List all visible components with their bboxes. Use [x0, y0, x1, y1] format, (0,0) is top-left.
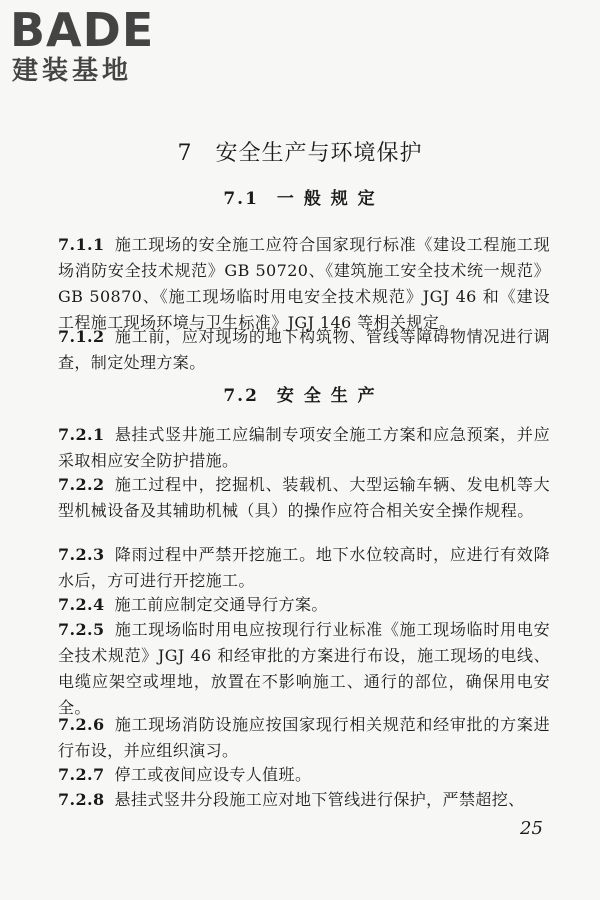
clause-number: 7.1.1	[58, 235, 105, 254]
clause-7-1-1	[58, 232, 550, 336]
clause-7-2-1	[58, 422, 550, 474]
clause-number: 7.2.7	[58, 765, 105, 784]
logo-subtitle: 建装基地	[12, 56, 133, 86]
chapter-title: 7 安全生产与环境保护	[177, 141, 423, 166]
clause-7-2-8	[58, 787, 550, 813]
logo-wordmark: BADE	[10, 3, 155, 57]
clause-number: 7.2.1	[58, 425, 105, 444]
page-number: 25	[520, 818, 543, 839]
clause-number: 7.1.2	[58, 327, 105, 346]
clause-text: 施工前，应对现场的地下构筑物、管线等障碍物情况进行调查，制定处理方案。	[58, 327, 550, 372]
clause-number: 7.2.6	[58, 715, 105, 734]
clause-text: 施工过程中，挖掘机、装载机、大型运输车辆、发电机等大型机械设备及其辅助机械（具）的操作应符合相关安全操作规程。	[58, 475, 550, 520]
clause-7-2-2	[58, 472, 550, 524]
section-title-text: 安 全 生 产	[276, 386, 377, 406]
clause-text: 悬挂式竖井分段施工应对地下管线进行保护，严禁超挖、	[114, 790, 525, 809]
clause-7-1-2	[58, 324, 550, 376]
clause-text: 施工现场消防设施应按国家现行相关规范和经审批的方案进行布设，并应组织演习。	[58, 715, 550, 760]
section-number: 7.2	[223, 386, 259, 406]
clause-7-2-4	[58, 592, 550, 618]
clause-text: 降雨过程中严禁开挖施工。地下水位较高时，应进行有效降水后，方可进行开挖施工。	[58, 545, 550, 590]
clause-7-2-5	[58, 617, 550, 721]
clause-7-2-7	[58, 762, 550, 788]
publisher-logo	[10, 4, 180, 88]
section-title-text: 一 般 规 定	[276, 189, 377, 209]
section-heading-7-1	[0, 188, 600, 210]
clause-number: 7.2.4	[58, 595, 105, 614]
clause-number: 7.2.2	[58, 475, 105, 494]
clause-7-2-6	[58, 712, 550, 764]
clause-text: 施工现场的安全施工应符合国家现行标准《建设工程施工现场消防安全技术规范》GB 50720、《建筑施工安全技术统一规范》GB 50870、《施工现场临时用电安全技术规范》JGJ 46 和《建设工程施工现场环境与卫生标准》JGJ 146 等相关规定。	[58, 235, 550, 332]
clause-number: 7.2.8	[58, 790, 105, 809]
clause-number: 7.2.3	[58, 545, 105, 564]
clause-7-2-3	[58, 542, 550, 594]
section-number: 7.1	[223, 189, 259, 209]
clause-text: 施工现场临时用电应按现行行业标准《施工现场临时用电安全技术规范》JGJ 46 和经审批的方案进行布设，施工现场的电线、电缆应架空或埋地，放置在不影响施工、通行的部位，确保用电安全。	[58, 620, 550, 717]
clause-text: 停工或夜间应设专人值班。	[114, 765, 312, 784]
clause-number: 7.2.5	[58, 620, 105, 639]
section-heading-7-2	[0, 385, 600, 407]
clause-text: 施工前应制定交通导行方案。	[114, 595, 328, 614]
clause-text: 悬挂式竖井施工应编制专项安全施工方案和应急预案，并应采取相应安全防护措施。	[58, 425, 550, 470]
